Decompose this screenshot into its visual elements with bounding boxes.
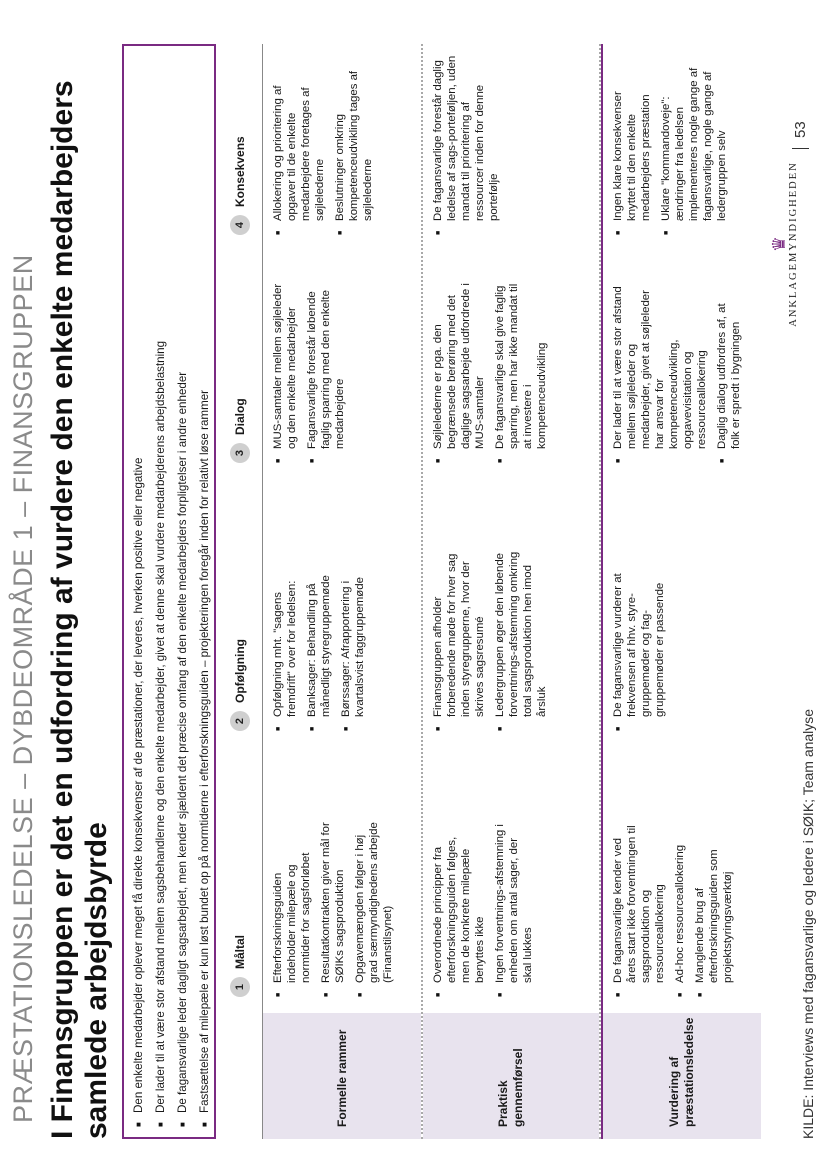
section-kicker: PRÆSTATIONSLEDELSE – DYBDEOMRÅDE 1 – FINANSGRUPPEN <box>8 254 38 1123</box>
cell-bullet: ■ Opgavemængden følger i høj grad særmyndighedens arbejde (Finanstilsynet) <box>353 817 395 997</box>
cell-bullet: ■ De fagansvarlige forestår daglig ledelse af sags-porteføljen, uden mandat til prioritering af ressourcer inden for denne portefølje <box>431 55 501 235</box>
table-cell <box>611 817 741 997</box>
cell-bullet: ■ Overordnede principper fra efterforskningsguiden følges, men de konkrete milepæle benyttes ikke <box>431 817 487 997</box>
table-cell <box>611 283 749 463</box>
matrix-table <box>226 44 761 1139</box>
cell-bullet: ■ Efterforskningsguiden indeholder milepæle og normtider for sagsforløbet <box>271 817 313 997</box>
number-badge: 1 <box>230 977 250 997</box>
intro-item: ■ Der lader til at være stor afstand mellem sagsbehandlerne og den enkelte medarbejder, givet at denne skal vurdere medarbejderens arbejdsbelastning <box>150 56 172 1127</box>
table-row-formelle-rammer <box>263 44 423 1139</box>
column-header-label: Konsekvens <box>233 136 247 207</box>
logo-text: ANKLAGEMYNDIGHEDEN <box>788 161 799 327</box>
table-cell <box>431 283 555 463</box>
column-headers <box>226 44 263 1139</box>
intro-box <box>122 44 216 1139</box>
cell-bullet: ■ Ledergruppen øger den løbende forventnings-afstemning omkring total sagsproduktion hen imod årsluk <box>493 551 549 731</box>
cell-bullet: ■ Fagansvarlige forestår løbende faglig sparring med den enkelte medarbejdere <box>305 283 347 463</box>
table-cell <box>611 55 735 235</box>
column-header-label: Dialog <box>233 398 247 435</box>
page-title: I Finansgruppen er det en udfordring af vurdere den enkelte medarbejders samlede arbejdsbyrde <box>46 80 113 1139</box>
cell-bullet: ■ Manglende brug af efterforskningsguiden som projektstyringsværktøj <box>693 817 735 997</box>
cell-bullet: ■ Finansgruppen afholder forberedende møde for hver sag inden styregrupperne, hvor der skrives sagsresumé <box>431 551 487 731</box>
cell-bullet: ■ MUS-samtaler mellem søjleleder og den enkelte medarbejder <box>271 283 299 463</box>
cell-bullet: ■ Daglig dialog udfordres af, at folk er spredt i bygningen <box>715 283 743 463</box>
number-badge: 3 <box>230 443 250 463</box>
table-cell <box>271 551 373 731</box>
table-row-vurdering <box>601 44 761 1139</box>
cell-bullet: ■ Ad-hoc ressourceallokering <box>673 817 687 997</box>
column-header-maltal <box>230 935 250 997</box>
cell-bullet: ■ Banksager: Behandling på månedligt styregruppemøde <box>305 551 333 731</box>
table-cell <box>431 551 555 731</box>
intro-item: ■ Den enkelte medarbejder oplever meget få direkte konsekvenser af de præstationer, der leveres, hverken positive eller negative <box>128 56 150 1127</box>
page-number: 53 <box>792 121 809 149</box>
cell-bullet: ■ Ingen klare konsekvenser knyttet til den enkelte medarbejders præstation <box>611 55 653 235</box>
cell-bullet: ■ Der lader til at være stor afstand mellem søjleleder og medarbejder, givet at søjleleder har ansvar for kompetenceudvikling, opgavevisitation og ressourceallokering <box>611 283 709 463</box>
column-header-label: Måltal <box>233 934 247 969</box>
cell-bullet: ■ Børssager: Afrapportering i kvartalsvist faggruppemøde <box>339 551 367 731</box>
intro-item: ■ De fagansvarlige leder dagligt sagsarbejdet, men kender sjældent det præcise omfang af den enkelte medarbejders forpligtelser i andre enheder <box>172 56 194 1127</box>
intro-item: ■ Fastsættelse af milepæle er kun løst bundet op på normtiderne i efterforskningsguiden – projekteringen foregår inden for relativt løse rammer <box>194 56 216 1127</box>
table-cell <box>271 817 401 997</box>
table-cell <box>431 817 541 997</box>
cell-bullet: ■ De fagansvarlige kender ved årets start ikke forventningen til sagsproduktion og ressourceallokering <box>611 817 667 997</box>
row-label: Vurdering af præstationsledelse <box>603 1013 761 1139</box>
cell-bullet: ■ Allokering og prioritering af opgaver til de enkelte medarbejdere foretages af søjlelederne <box>271 55 327 235</box>
table-row-praktisk-gennemforsel <box>423 44 601 1139</box>
cell-bullet: ■ Uklare "kommandoveje": ændringer fra ledelsen implementeres nogle gange af fagansvarlige, nogle gange af ledergruppen selv <box>659 55 729 235</box>
table-cell <box>611 551 673 731</box>
cell-bullet: ■ Ingen forventnings-afstemning i enheden om antal sager, der skal lukkes <box>493 817 535 997</box>
number-badge: 4 <box>230 215 250 235</box>
cell-bullet: ■ Søjlelederne er pga. den begrænsede berøring med det daglige sagsarbejde udfordrede i MUS-samtaler <box>431 283 487 463</box>
table-cell <box>431 55 507 235</box>
cell-bullet: ■ Opfølgning mht. "sagens fremdrift" over for ledelsen: <box>271 551 299 731</box>
row-label: Formelle rammer <box>263 1013 421 1139</box>
number-badge: 2 <box>230 711 250 731</box>
column-header-opfolgning <box>230 639 250 731</box>
crown-icon: ♛ <box>769 235 789 253</box>
column-header-label: Opfølgning <box>233 639 247 703</box>
anklagemyndigheden-logo <box>770 159 799 329</box>
cell-bullet: ■ De fagansvarlige skal give faglig sparring, men har ikke mandat til at investere i kompetenceudvikling <box>493 283 549 463</box>
cell-bullet: ■ Resultatkontrakten giver mål for SØIKs sagsproduktion <box>319 817 347 997</box>
source-note: KILDE: Interviews med fagansvarlige og ledere i SØIK; Team analyse <box>800 708 816 1139</box>
row-label: Praktisk gennemførsel <box>423 1013 599 1139</box>
column-header-dialog <box>230 398 250 463</box>
cell-bullet: ■ De fagansvarlige vurderer at frekvensen af hhv. styre-gruppemøder og fag-gruppemøder er passende <box>611 551 667 731</box>
table-cell <box>271 283 353 463</box>
column-header-konsekvens <box>230 136 250 235</box>
table-cell <box>271 55 381 235</box>
cell-bullet: ■ Beslutninger omkring kompetenceudvikling tages af søjlelederne <box>333 55 375 235</box>
